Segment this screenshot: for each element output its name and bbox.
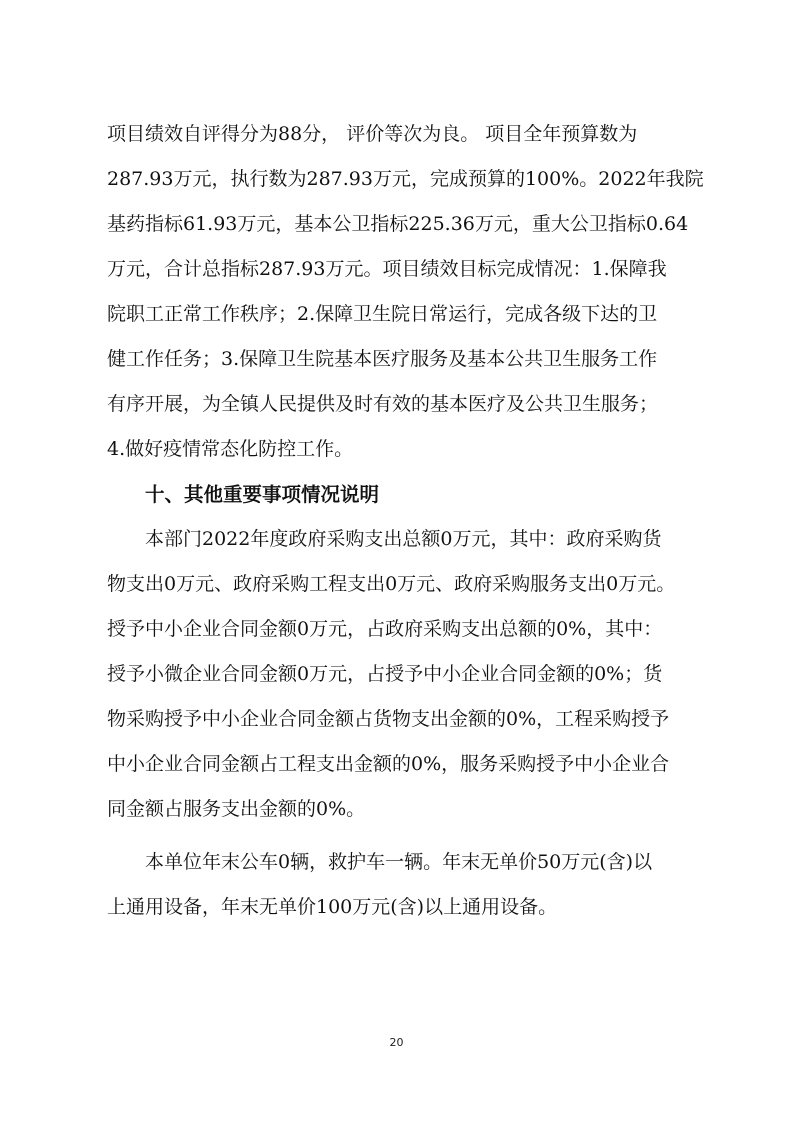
text-line: 中小企业合同金额占工程支出金额的0%，服务采购授予中小企业合 bbox=[107, 753, 670, 775]
text-line: 本单位年末公车0辆，救护车一辆。年末无单价50万元(含)以 bbox=[145, 851, 653, 873]
text-line: 物采购授予中小企业合同金额占货物支出金额的0%，工程采购授予 bbox=[107, 708, 670, 730]
text-line: 院职工正常工作秩序；2.保障卫生院日常运行，完成各级下达的卫 bbox=[107, 303, 658, 325]
text-line: 4.做好疫情常态化防控工作。 bbox=[107, 438, 354, 460]
vehicle-equipment-paragraph bbox=[107, 840, 697, 930]
text-line: 基药指标61.93万元，基本公卫指标225.36万元，重大公卫指标0.64 bbox=[107, 213, 689, 235]
text-line: 授予中小企业合同金额0万元，占政府采购支出总额的0%，其中： bbox=[107, 618, 663, 640]
text-line: 健工作任务；3.保障卫生院基本医疗服务及基本公共卫生服务工作 bbox=[107, 348, 658, 370]
page-content bbox=[107, 112, 704, 930]
text-line: 本部门2022年度政府采购支出总额0万元，其中：政府采购货 bbox=[145, 528, 662, 550]
text-line: 有序开展，为全镇人民提供及时有效的基本医疗及公共卫生服务； bbox=[107, 393, 659, 415]
page-number: 20 bbox=[389, 1036, 404, 1049]
procurement-paragraph bbox=[107, 517, 697, 832]
text-line: 万元，合计总指标287.93万元。项目绩效目标完成情况：1.保障我 bbox=[107, 258, 667, 280]
section-heading: 十、其他重要事项情况说明 bbox=[145, 483, 380, 506]
text-line: 物支出0万元、政府采购工程支出0万元、政府采购服务支出0万元。 bbox=[107, 573, 676, 595]
text-line: 同金额占服务支出金额的0%。 bbox=[107, 798, 366, 820]
text-line: 授予小微企业合同金额0万元，占授予中小企业合同金额的0%；货 bbox=[107, 663, 663, 685]
text-line: 287.93万元，执行数为287.93万元，完成预算的100%。2022年我院 bbox=[107, 168, 704, 190]
text-line: 上通用设备，年末无单价100万元(含)以上通用设备。 bbox=[107, 896, 558, 918]
paragraph-gap bbox=[107, 832, 697, 840]
text-line: 项目绩效自评得分为88分， 评价等次为良。 项目全年预算数为 bbox=[107, 123, 638, 145]
performance-paragraph bbox=[107, 112, 704, 472]
